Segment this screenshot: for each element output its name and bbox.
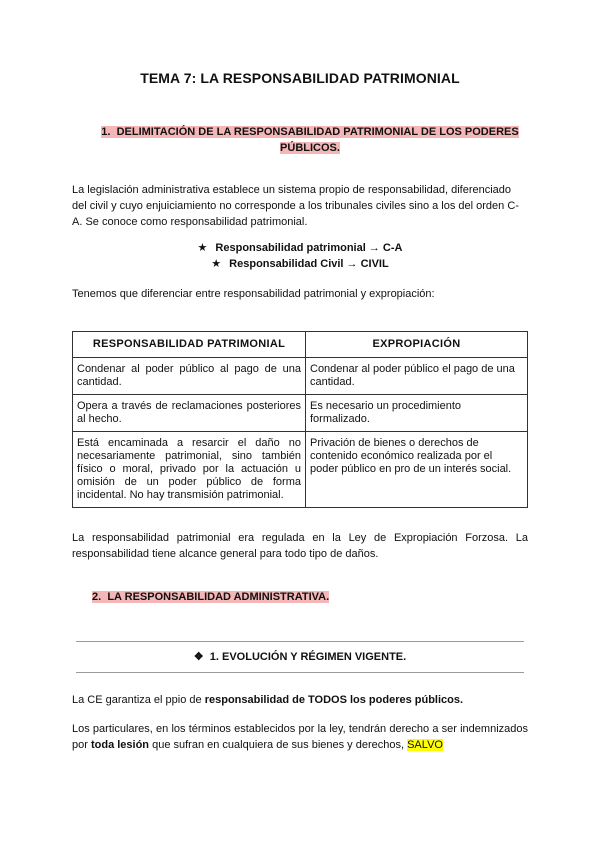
column-header: RESPONSABILIDAD PATRIMONIAL (73, 332, 306, 358)
paragraph-ce (72, 692, 528, 708)
bold-run: toda lesión (90, 739, 150, 751)
paragraph-intro: La legislación administrativa establece un sistema propio de responsabilidad, diferenciado del civil y cuyo enjuiciamiento no corresponde a los tribunales civiles sino a los del orden C-A. Se conoce como responsabilidad patrimonial. (72, 184, 519, 228)
column-header: EXPROPIACIÓN (306, 332, 528, 358)
table-cell: Está encaminada a resarcir el daño no necesariamente patrimonial, sino también físico o moral, privado por la actuación u omisión de un poder público de forma incidental. No hay transmisión patrimonial. (73, 432, 306, 508)
table-row (73, 395, 528, 432)
text-run: Los particulares, en los términos establecidos por la ley, tendrán derecho a ser indemnizados por (72, 723, 528, 751)
table-cell: Condenar al poder público el pago de una cantidad. (306, 358, 528, 395)
star-icon: ★ (211, 258, 222, 270)
table-cell: Es necesario un procedimiento formalizado. (306, 395, 528, 432)
page-title: TEMA 7: LA RESPONSABILIDAD PATRIMONIAL (140, 70, 460, 86)
paragraph-expropiation-law: La responsabilidad patrimonial era regulada en la Ley de Expropiación Forzosa. La responsabilidad tiene alcance general para todo tipo de daños. (72, 532, 528, 560)
comparison-table (72, 331, 528, 508)
bullet-text: Responsabilidad patrimonial → C-A (215, 242, 403, 254)
table-cell: Privación de bienes o derechos de contenido económico realizada por el poder público en pro de un interés social. (306, 432, 528, 508)
divider-top (76, 641, 524, 642)
bullet-text: Responsabilidad Civil → CIVIL (229, 258, 389, 270)
section-2-heading (92, 591, 329, 603)
section-2-number: 2. (92, 591, 102, 603)
highlighted-text: SALVO (407, 739, 443, 751)
bullet-item (0, 256, 600, 272)
paragraph-comparison-intro: Tenemos que diferenciar entre responsabilidad patrimonial y expropiación: (72, 288, 435, 300)
text-run: que sufran en cualquiera de sus bienes y derechos, (149, 739, 408, 751)
table-cell: Opera a través de reclamaciones posteriores al hecho. (73, 395, 306, 432)
section-1-title: DELIMITACIÓN DE LA RESPONSABILIDAD PATRIMONIAL DE LOS PODERES PÚBLICOS. (116, 126, 519, 154)
text-run: La CE garantiza el ppio de (72, 694, 205, 706)
star-icon: ★ (197, 242, 208, 254)
diamond-icon: ❖ (193, 651, 204, 663)
bullet-list (0, 240, 600, 272)
subsection-title: 1. EVOLUCIÓN Y RÉGIMEN VIGENTE. (209, 651, 407, 663)
section-1-number: 1. (101, 126, 111, 138)
paragraph-particulares (72, 721, 528, 753)
section-2-highlight (92, 591, 329, 603)
table-cell: Condenar al poder público al pago de una cantidad. (73, 358, 306, 395)
section-2-title: LA RESPONSABILIDAD ADMINISTRATIVA. (107, 591, 330, 603)
table-row (73, 432, 528, 508)
subsection-heading (0, 650, 600, 663)
table-header-row (73, 332, 528, 358)
bullet-item (0, 240, 600, 256)
divider-bottom (76, 672, 524, 673)
table-row (73, 358, 528, 395)
bold-run: responsabilidad de TODOS los poderes públicos. (204, 694, 464, 706)
section-1-heading (92, 124, 528, 156)
section-1-highlight (101, 126, 518, 154)
